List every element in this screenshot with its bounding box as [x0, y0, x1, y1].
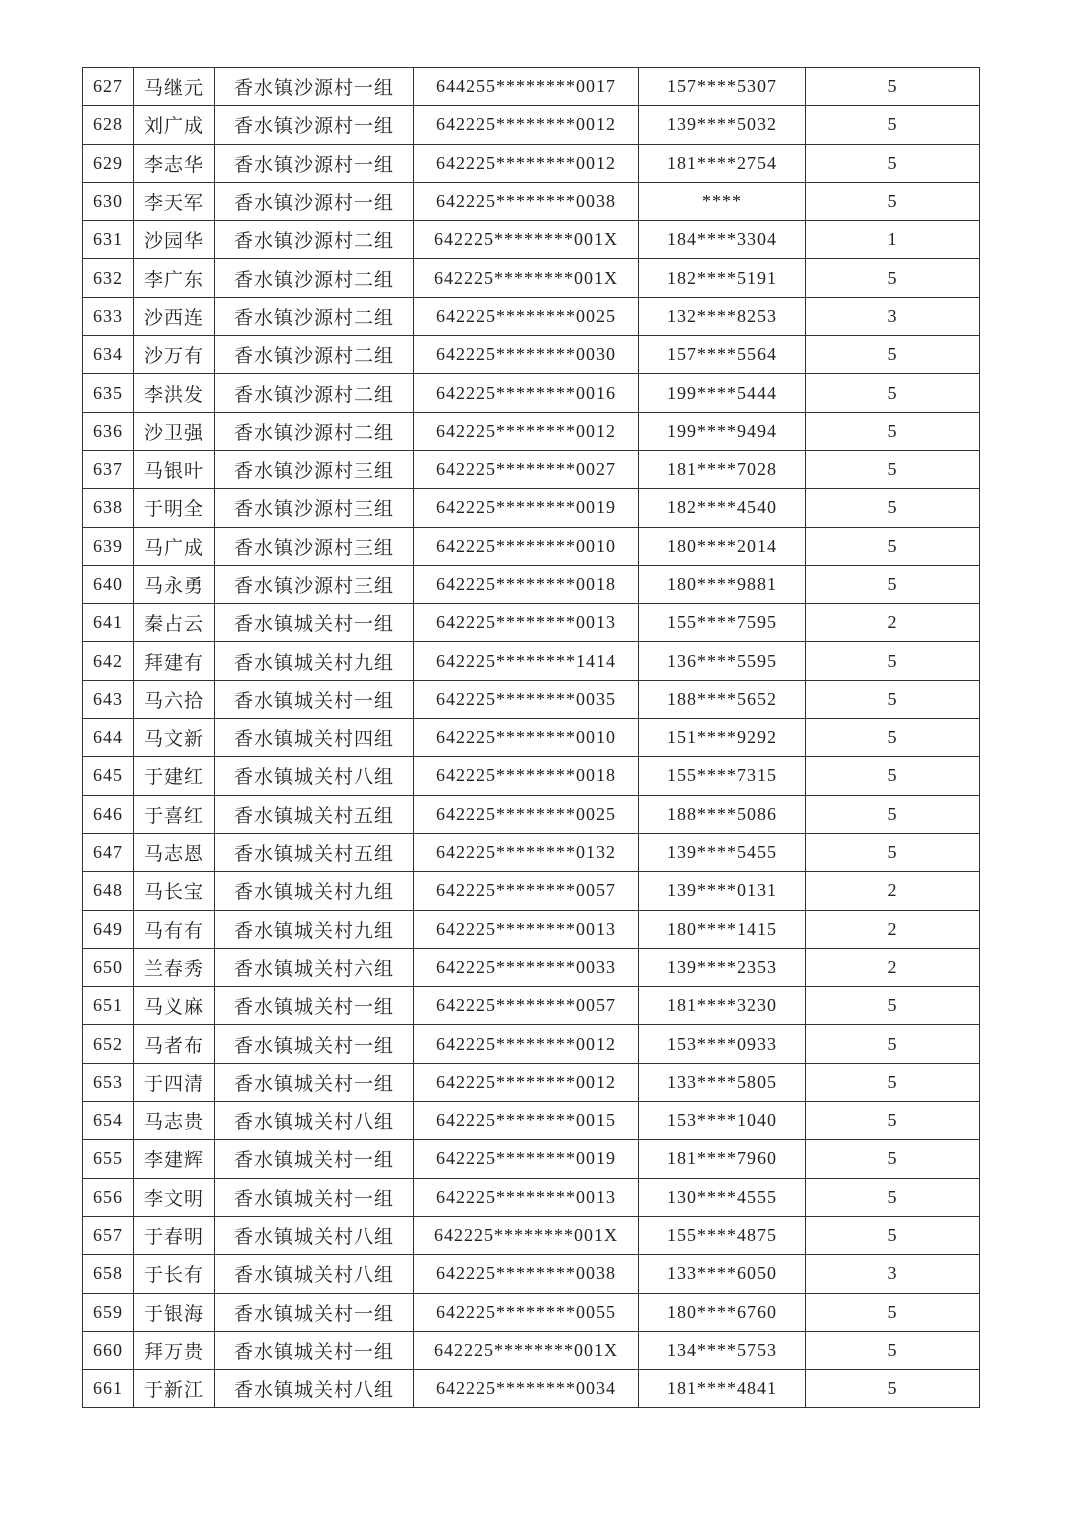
row-number-cell: 643 [83, 680, 134, 718]
id-number-cell: 642225********0019 [414, 1140, 639, 1178]
count-cell: 5 [806, 1140, 980, 1178]
address-cell: 香水镇城关村八组 [215, 1370, 414, 1408]
id-number-cell: 642225********0010 [414, 719, 639, 757]
address-cell: 香水镇城关村一组 [215, 1025, 414, 1063]
address-cell: 香水镇城关村一组 [215, 1293, 414, 1331]
phone-cell: 199****5444 [639, 374, 806, 412]
table-row [83, 1063, 980, 1101]
table-row [83, 1331, 980, 1369]
count-cell: 3 [806, 1255, 980, 1293]
name-cell: 李志华 [134, 144, 215, 182]
name-cell: 马志恩 [134, 833, 215, 871]
address-cell: 香水镇城关村八组 [215, 757, 414, 795]
phone-cell: 188****5652 [639, 680, 806, 718]
row-number-cell: 655 [83, 1140, 134, 1178]
row-number-cell: 631 [83, 221, 134, 259]
name-cell: 马者布 [134, 1025, 215, 1063]
row-number-cell: 651 [83, 987, 134, 1025]
id-number-cell: 642225********0057 [414, 872, 639, 910]
id-number-cell: 642225********0019 [414, 489, 639, 527]
row-number-cell: 641 [83, 604, 134, 642]
name-cell: 于明全 [134, 489, 215, 527]
address-cell: 香水镇城关村一组 [215, 680, 414, 718]
phone-cell: 136****5595 [639, 642, 806, 680]
count-cell: 5 [806, 1063, 980, 1101]
id-number-cell: 642225********001X [414, 221, 639, 259]
phone-cell: 157****5307 [639, 68, 806, 106]
address-cell: 香水镇沙源村一组 [215, 68, 414, 106]
name-cell: 马继元 [134, 68, 215, 106]
table-row [83, 987, 980, 1025]
id-number-cell: 642225********0033 [414, 948, 639, 986]
count-cell: 5 [806, 144, 980, 182]
count-cell: 5 [806, 68, 980, 106]
name-cell: 马志贵 [134, 1102, 215, 1140]
address-cell: 香水镇城关村四组 [215, 719, 414, 757]
id-number-cell: 642225********0016 [414, 374, 639, 412]
name-cell: 李洪发 [134, 374, 215, 412]
id-number-cell: 642225********0034 [414, 1370, 639, 1408]
count-cell: 3 [806, 297, 980, 335]
row-number-cell: 654 [83, 1102, 134, 1140]
row-number-cell: 637 [83, 450, 134, 488]
phone-cell: 139****2353 [639, 948, 806, 986]
row-number-cell: 648 [83, 872, 134, 910]
count-cell: 5 [806, 1370, 980, 1408]
count-cell: 5 [806, 1293, 980, 1331]
name-cell: 沙园华 [134, 221, 215, 259]
row-number-cell: 660 [83, 1331, 134, 1369]
count-cell: 2 [806, 872, 980, 910]
row-number-cell: 640 [83, 565, 134, 603]
name-cell: 马永勇 [134, 565, 215, 603]
id-number-cell: 642225********0018 [414, 565, 639, 603]
count-cell: 5 [806, 719, 980, 757]
row-number-cell: 661 [83, 1370, 134, 1408]
row-number-cell: 630 [83, 182, 134, 220]
id-number-cell: 642225********0030 [414, 336, 639, 374]
row-number-cell: 633 [83, 297, 134, 335]
id-number-cell: 642225********0038 [414, 182, 639, 220]
table-row [83, 1370, 980, 1408]
row-number-cell: 659 [83, 1293, 134, 1331]
count-cell: 5 [806, 1331, 980, 1369]
count-cell: 5 [806, 336, 980, 374]
table-row [83, 297, 980, 335]
id-number-cell: 642225********0012 [414, 1025, 639, 1063]
address-cell: 香水镇城关村九组 [215, 642, 414, 680]
table-row [83, 144, 980, 182]
table-row [83, 68, 980, 106]
name-cell: 马广成 [134, 527, 215, 565]
phone-cell: 139****5455 [639, 833, 806, 871]
row-number-cell: 647 [83, 833, 134, 871]
table-row [83, 182, 980, 220]
id-number-cell: 642225********1414 [414, 642, 639, 680]
name-cell: 马长宝 [134, 872, 215, 910]
name-cell: 李天军 [134, 182, 215, 220]
name-cell: 拜万贵 [134, 1331, 215, 1369]
phone-cell: 133****6050 [639, 1255, 806, 1293]
name-cell: 于喜红 [134, 795, 215, 833]
address-cell: 香水镇沙源村三组 [215, 489, 414, 527]
count-cell: 5 [806, 680, 980, 718]
address-cell: 香水镇城关村八组 [215, 1255, 414, 1293]
name-cell: 李文明 [134, 1178, 215, 1216]
address-cell: 香水镇沙源村二组 [215, 297, 414, 335]
phone-cell: 182****5191 [639, 259, 806, 297]
row-number-cell: 628 [83, 106, 134, 144]
address-cell: 香水镇沙源村一组 [215, 182, 414, 220]
table-row [83, 642, 980, 680]
row-number-cell: 635 [83, 374, 134, 412]
name-cell: 于建红 [134, 757, 215, 795]
table-row [83, 604, 980, 642]
id-number-cell: 642225********001X [414, 1331, 639, 1369]
count-cell: 5 [806, 412, 980, 450]
id-number-cell: 642225********0038 [414, 1255, 639, 1293]
phone-cell: 184****3304 [639, 221, 806, 259]
count-cell: 5 [806, 1216, 980, 1254]
address-cell: 香水镇城关村一组 [215, 1331, 414, 1369]
address-cell: 香水镇城关村五组 [215, 795, 414, 833]
count-cell: 5 [806, 1102, 980, 1140]
id-number-cell: 642225********0012 [414, 144, 639, 182]
address-cell: 香水镇沙源村二组 [215, 259, 414, 297]
table-row [83, 680, 980, 718]
row-number-cell: 642 [83, 642, 134, 680]
row-number-cell: 636 [83, 412, 134, 450]
count-cell: 1 [806, 221, 980, 259]
address-cell: 香水镇城关村一组 [215, 1140, 414, 1178]
name-cell: 李广东 [134, 259, 215, 297]
table-body [83, 68, 980, 1408]
address-cell: 香水镇沙源村二组 [215, 221, 414, 259]
phone-cell: 139****0131 [639, 872, 806, 910]
count-cell: 5 [806, 259, 980, 297]
table-row [83, 1293, 980, 1331]
row-number-cell: 634 [83, 336, 134, 374]
row-number-cell: 639 [83, 527, 134, 565]
name-cell: 马有有 [134, 910, 215, 948]
row-number-cell: 638 [83, 489, 134, 527]
phone-cell: 182****4540 [639, 489, 806, 527]
table-row [83, 757, 980, 795]
table-row [83, 527, 980, 565]
table-row [83, 833, 980, 871]
name-cell: 于银海 [134, 1293, 215, 1331]
id-number-cell: 642225********0018 [414, 757, 639, 795]
phone-cell: 155****7595 [639, 604, 806, 642]
address-cell: 香水镇城关村八组 [215, 1102, 414, 1140]
id-number-cell: 642225********0013 [414, 910, 639, 948]
address-cell: 香水镇沙源村二组 [215, 412, 414, 450]
name-cell: 马六拾 [134, 680, 215, 718]
name-cell: 沙西连 [134, 297, 215, 335]
row-number-cell: 652 [83, 1025, 134, 1063]
household-table [82, 67, 980, 1408]
address-cell: 香水镇城关村一组 [215, 604, 414, 642]
name-cell: 于四清 [134, 1063, 215, 1101]
phone-cell: 188****5086 [639, 795, 806, 833]
phone-cell: 180****9881 [639, 565, 806, 603]
name-cell: 于春明 [134, 1216, 215, 1254]
phone-cell: 199****9494 [639, 412, 806, 450]
table-row [83, 1216, 980, 1254]
id-number-cell: 642225********0132 [414, 833, 639, 871]
count-cell: 5 [806, 1178, 980, 1216]
phone-cell: 155****7315 [639, 757, 806, 795]
table-row [83, 221, 980, 259]
address-cell: 香水镇沙源村一组 [215, 144, 414, 182]
table-row [83, 565, 980, 603]
table-row [83, 1178, 980, 1216]
table-row [83, 374, 980, 412]
id-number-cell: 642225********0013 [414, 604, 639, 642]
id-number-cell: 642225********0055 [414, 1293, 639, 1331]
address-cell: 香水镇沙源村二组 [215, 374, 414, 412]
count-cell: 5 [806, 374, 980, 412]
id-number-cell: 642225********0035 [414, 680, 639, 718]
name-cell: 马义麻 [134, 987, 215, 1025]
id-number-cell: 642225********0013 [414, 1178, 639, 1216]
table-row [83, 948, 980, 986]
phone-cell: 180****2014 [639, 527, 806, 565]
address-cell: 香水镇沙源村三组 [215, 565, 414, 603]
table-row [83, 412, 980, 450]
address-cell: 香水镇城关村一组 [215, 1178, 414, 1216]
id-number-cell: 642225********001X [414, 1216, 639, 1254]
table-row [83, 336, 980, 374]
count-cell: 5 [806, 833, 980, 871]
name-cell: 沙卫强 [134, 412, 215, 450]
phone-cell: 181****7028 [639, 450, 806, 488]
name-cell: 马银叶 [134, 450, 215, 488]
phone-cell: 155****4875 [639, 1216, 806, 1254]
id-number-cell: 642225********0015 [414, 1102, 639, 1140]
id-number-cell: 642225********0010 [414, 527, 639, 565]
count-cell: 5 [806, 642, 980, 680]
address-cell: 香水镇城关村五组 [215, 833, 414, 871]
row-number-cell: 645 [83, 757, 134, 795]
phone-cell: 181****4841 [639, 1370, 806, 1408]
id-number-cell: 642225********001X [414, 259, 639, 297]
phone-cell: 130****4555 [639, 1178, 806, 1216]
name-cell: 于长有 [134, 1255, 215, 1293]
table-row [83, 719, 980, 757]
id-number-cell: 642225********0025 [414, 297, 639, 335]
count-cell: 5 [806, 1025, 980, 1063]
table-row [83, 489, 980, 527]
row-number-cell: 653 [83, 1063, 134, 1101]
row-number-cell: 632 [83, 259, 134, 297]
row-number-cell: 649 [83, 910, 134, 948]
address-cell: 香水镇沙源村三组 [215, 450, 414, 488]
address-cell: 香水镇城关村九组 [215, 872, 414, 910]
table-row [83, 1025, 980, 1063]
phone-cell: 134****5753 [639, 1331, 806, 1369]
id-number-cell: 642225********0057 [414, 987, 639, 1025]
phone-cell: 181****2754 [639, 144, 806, 182]
address-cell: 香水镇城关村六组 [215, 948, 414, 986]
row-number-cell: 650 [83, 948, 134, 986]
table-row [83, 1255, 980, 1293]
phone-cell: 180****6760 [639, 1293, 806, 1331]
phone-cell: 151****9292 [639, 719, 806, 757]
address-cell: 香水镇城关村一组 [215, 1063, 414, 1101]
count-cell: 2 [806, 948, 980, 986]
phone-cell: **** [639, 182, 806, 220]
id-number-cell: 642225********0012 [414, 1063, 639, 1101]
id-number-cell: 642225********0025 [414, 795, 639, 833]
count-cell: 5 [806, 489, 980, 527]
row-number-cell: 627 [83, 68, 134, 106]
name-cell: 马文新 [134, 719, 215, 757]
id-number-cell: 642225********0027 [414, 450, 639, 488]
row-number-cell: 646 [83, 795, 134, 833]
name-cell: 兰春秀 [134, 948, 215, 986]
count-cell: 2 [806, 604, 980, 642]
row-number-cell: 644 [83, 719, 134, 757]
address-cell: 香水镇城关村一组 [215, 987, 414, 1025]
table-row [83, 910, 980, 948]
name-cell: 李建辉 [134, 1140, 215, 1178]
row-number-cell: 658 [83, 1255, 134, 1293]
address-cell: 香水镇沙源村三组 [215, 527, 414, 565]
phone-cell: 181****3230 [639, 987, 806, 1025]
count-cell: 5 [806, 106, 980, 144]
address-cell: 香水镇沙源村二组 [215, 336, 414, 374]
name-cell: 秦占云 [134, 604, 215, 642]
row-number-cell: 657 [83, 1216, 134, 1254]
count-cell: 5 [806, 757, 980, 795]
table-row [83, 450, 980, 488]
count-cell: 5 [806, 450, 980, 488]
table-row [83, 1102, 980, 1140]
row-number-cell: 656 [83, 1178, 134, 1216]
row-number-cell: 629 [83, 144, 134, 182]
table-row [83, 259, 980, 297]
name-cell: 于新江 [134, 1370, 215, 1408]
count-cell: 5 [806, 987, 980, 1025]
table-row [83, 872, 980, 910]
phone-cell: 133****5805 [639, 1063, 806, 1101]
id-number-cell: 642225********0012 [414, 412, 639, 450]
count-cell: 2 [806, 910, 980, 948]
table-row [83, 106, 980, 144]
phone-cell: 132****8253 [639, 297, 806, 335]
id-number-cell: 642225********0012 [414, 106, 639, 144]
count-cell: 5 [806, 182, 980, 220]
address-cell: 香水镇城关村九组 [215, 910, 414, 948]
id-number-cell: 644255********0017 [414, 68, 639, 106]
phone-cell: 153****0933 [639, 1025, 806, 1063]
phone-cell: 153****1040 [639, 1102, 806, 1140]
phone-cell: 181****7960 [639, 1140, 806, 1178]
phone-cell: 157****5564 [639, 336, 806, 374]
phone-cell: 180****1415 [639, 910, 806, 948]
count-cell: 5 [806, 795, 980, 833]
count-cell: 5 [806, 565, 980, 603]
name-cell: 拜建有 [134, 642, 215, 680]
count-cell: 5 [806, 527, 980, 565]
phone-cell: 139****5032 [639, 106, 806, 144]
address-cell: 香水镇沙源村一组 [215, 106, 414, 144]
table-row [83, 795, 980, 833]
table-row [83, 1140, 980, 1178]
address-cell: 香水镇城关村八组 [215, 1216, 414, 1254]
name-cell: 沙万有 [134, 336, 215, 374]
name-cell: 刘广成 [134, 106, 215, 144]
